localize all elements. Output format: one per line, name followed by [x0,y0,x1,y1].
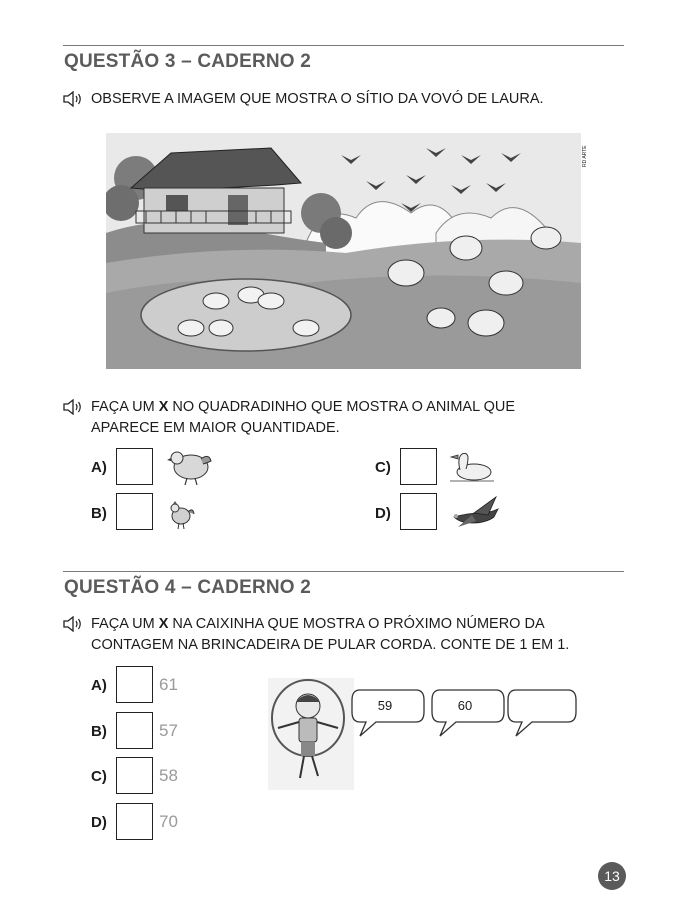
q4-option-a-checkbox[interactable] [116,666,153,703]
q3-option-b-label: B) [91,505,107,522]
instruction-text-x: X [158,616,169,632]
image-credit: RD ARTE [582,145,588,167]
q3-option-a-label: A) [91,459,107,476]
question-4-title: QUESTÃO 4 – CADERNO 2 [64,577,312,598]
duck-icon [448,448,496,484]
q4-option-b-checkbox[interactable] [116,712,153,749]
question-3-title: QUESTÃO 3 – CADERNO 2 [64,51,312,72]
speaker-icon[interactable] [63,616,83,632]
q4-option-d-checkbox[interactable] [116,803,153,840]
q4-option-d-value: 70 [159,812,178,831]
farm-illustration [106,133,581,369]
instruction-text-post: NA CAIXINHA QUE MOSTRA O PRÓXIMO NÚMERO DA CONTAGEM NA BRINCADEIRA DE PULAR CORDA. CONTE DE 1 EM 1. [91,616,570,653]
q3-option-d-checkbox[interactable] [400,493,437,530]
instruction-text-post: NO QUADRADINHO QUE MOSTRA O ANIMAL QUE APARECE EM MAIOR QUANTIDADE. [91,399,516,436]
speaker-icon[interactable] [63,91,83,107]
instruction-text: OBSERVE A IMAGEM QUE MOSTRA O SÍTIO DA VOVÓ DE LAURA. [91,91,544,107]
speaker-icon[interactable] [63,399,83,415]
q4-option-c-checkbox[interactable] [116,757,153,794]
hen-icon [165,445,213,487]
question-4-instruction [63,614,623,656]
instruction-text-x: X [158,399,169,415]
q4-option-d-label: D) [91,814,107,831]
q3-option-b-checkbox[interactable] [116,493,153,530]
q4-option-a-label: A) [91,677,107,694]
rooster-icon [167,500,195,530]
bird-icon [450,495,504,529]
speech-bubble-1-number: 59 [377,698,393,713]
top-divider [63,45,624,46]
speech-bubble-2-number: 60 [457,698,473,713]
speech-bubble-3-empty [506,688,578,740]
question-3-instruction-2 [63,397,583,439]
q3-option-c-checkbox[interactable] [400,448,437,485]
q3-option-a-checkbox[interactable] [116,448,153,485]
q4-option-b-label: B) [91,723,107,740]
kid-jumping-rope-illustration [268,678,354,790]
page-number: 13 [598,862,626,890]
question-3-instruction-1 [63,89,623,110]
speech-bubble-2 [430,688,506,740]
section-divider [63,571,624,572]
q4-option-b-value: 57 [159,721,178,740]
q3-option-c-label: C) [375,459,391,476]
q4-option-a-value: 61 [159,675,178,694]
speech-bubble-1 [350,688,426,740]
q4-option-c-value: 58 [159,766,178,785]
q4-option-c-label: C) [91,768,107,785]
instruction-text-pre: FAÇA UM [91,616,159,632]
instruction-text-pre: FAÇA UM [91,399,159,415]
q3-option-d-label: D) [375,505,391,522]
